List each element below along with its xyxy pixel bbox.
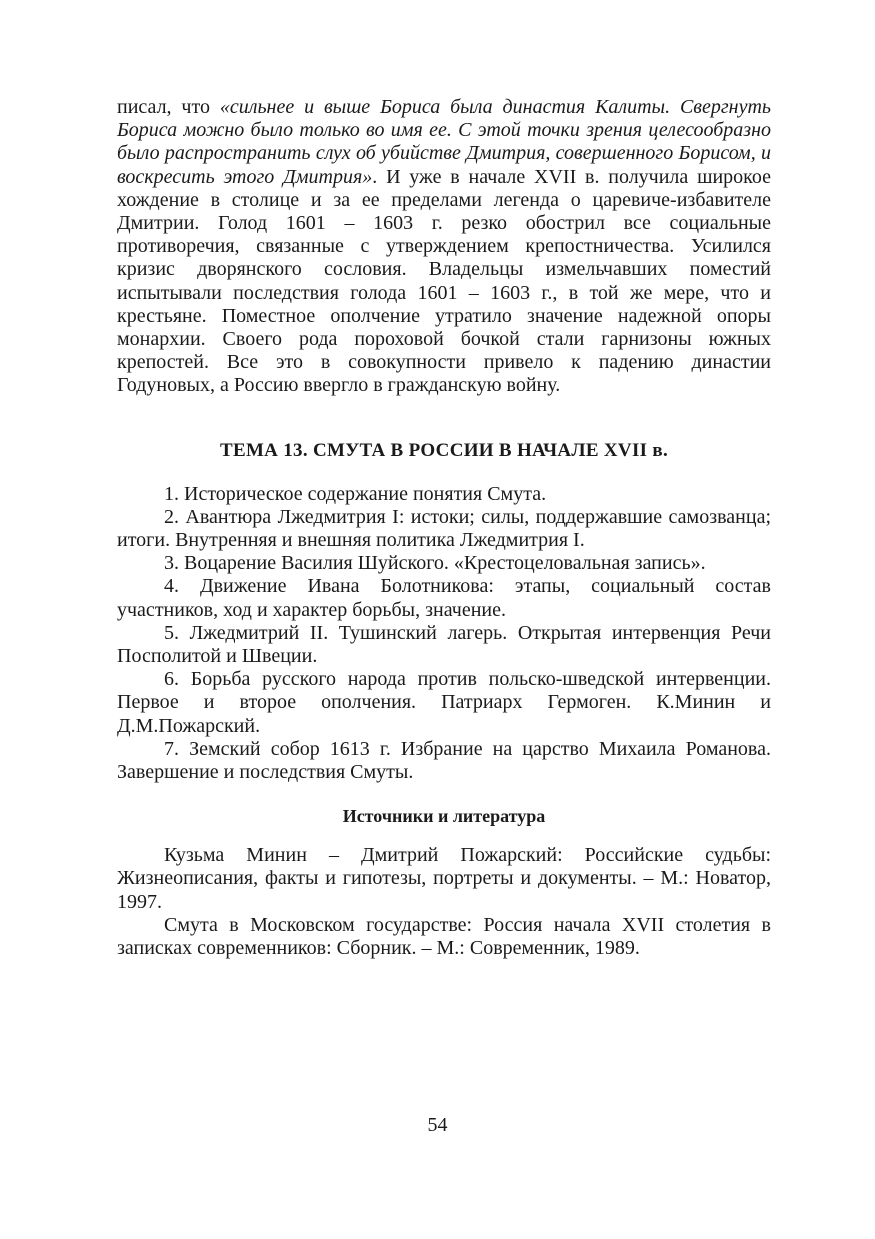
- page-number: 54: [427, 1114, 448, 1136]
- intro-text-start: писал, что: [117, 96, 220, 118]
- sources-title: Источники и литература: [342, 806, 546, 827]
- intro-quote: «сильнее и выше Бориса была династия Калиты. Свергнуть Бориса можно было только во имя ее. С этой точки зрения целесообразно было распространить слух об убийстве Дмитрия, совершенного Борисом, и воскресить этого Дмитрия»: [117, 96, 771, 188]
- intro-text-end: . И уже в начале XVII в. получила широкое хождение в столице и за ее пределами легенда о царевиче-избавителе Дмитрии. Голод 1601 – 1603 г. резко обострил все социальные противоречия, связанные с утверждением крепостничества. Усилился кризис дворянского сословия. Владельцы измельчавших поместий испытывали последствия голода 1601 – 1603 г., в той же мере, что и крестьяне. Поместное ополчение утратило значение надежной опоры монархии. Своего рода пороховой бочкой стали гарнизоны южных крепостей. Все это в совокупности привело к падению династии Годуновых, а Россию ввергло в гражданскую войну.: [117, 165, 772, 397]
- page-body: [117, 96, 771, 960]
- topic-item: 5. Лжедмитрий II. Тушинский лагерь. Открытая интервенция Речи Посполитой и Швеции.: [117, 621, 771, 668]
- topic-item: 4. Движение Ивана Болотникова: этапы, социальный состав участников, ход и характер борьбы, значение.: [117, 575, 771, 621]
- topic-item: 6. Борьба русского народа против польско-шведской интервенции. Первое и второе ополчения. Патриарх Гермоген. К.Минин и Д.М.Пожарский.: [117, 668, 771, 737]
- topic-items-list: [117, 483, 771, 785]
- topic-item: 7. Земский собор 1613 г. Избрание на царство Михаила Романова. Завершение и последствия Смуты.: [117, 737, 771, 784]
- source-entry: Кузьма Минин – Дмитрий Пожарский: Российские судьбы: Жизнеописания, факты и гипотезы, портреты и документы. – М.: Новатор, 1997.: [117, 844, 771, 913]
- topic-item: 2. Авантюра Лжедмитрия I: истоки; силы, поддержавшие самозванца; итоги. Внутренняя и внешняя политика Лжедмитрия I.: [117, 505, 771, 552]
- intro-paragraph: [117, 96, 771, 398]
- topic-title: ТЕМА 13. СМУТА В РОССИИ В НАЧАЛЕ XVII в.: [220, 439, 668, 461]
- source-entry: Смута в Московском государстве: Россия начала XVII столетия в записках современников: Сборник. – М.: Современник, 1989.: [117, 913, 771, 960]
- topic-item: 3. Воцарение Василия Шуйского. «Крестоцеловальная запись».: [164, 552, 706, 575]
- sources-list: [117, 844, 771, 960]
- topic-item: 1. Историческое содержание понятия Смута.: [164, 482, 547, 505]
